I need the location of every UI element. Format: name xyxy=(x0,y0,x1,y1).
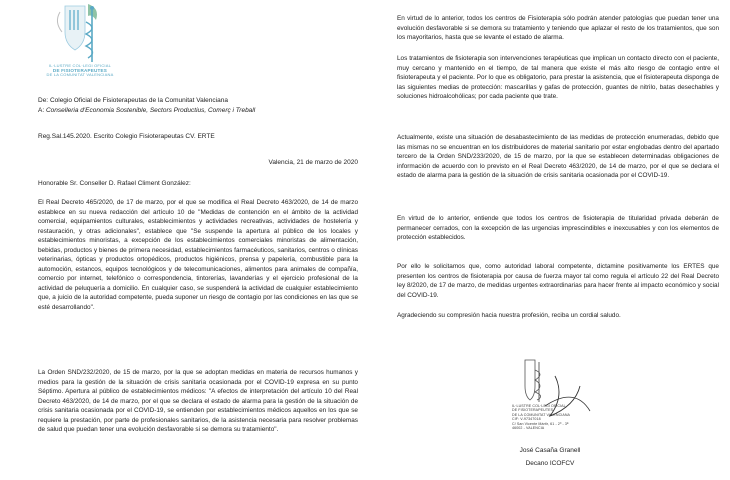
from-label: De: xyxy=(38,97,49,104)
stamp-text xyxy=(512,404,602,430)
logo-line-2: DE FISIOTERAPEUTES xyxy=(52,67,108,73)
logo-caption xyxy=(30,64,130,78)
to-value: Conselleria d'Economia Sostenible, Sectors Productius, Comerç i Treball xyxy=(45,107,256,114)
right-paragraph-2: Los tratamientos de fisioterapia son intervenciones terapéuticas que implican un contacto directo con el paciente, muy cercano y mantenido en el tiempo, de tal manera que existe el más alto riesgo de contagio entre el fisioterapeuta y el paciente. Por lo que es obligatorio, para prestar la asistencia, que el fisioterapeuta disponga de las siguientes medias de protección: mascarillas y gafas de protección, guantes de nitrilo, batas desechables y soluciones hidroalcohólicas; por cada paciente que trate. xyxy=(397,55,719,100)
logo-line-1: IL·LUSTRE COL·LEGI OFICIAL xyxy=(48,63,112,68)
stamp-line-6: 46002 - VALENCIA xyxy=(512,426,545,431)
logo-line-3: DE LA COMUNITAT VALENCIANA xyxy=(46,72,114,78)
right-paragraph-3: Actualmente, existe una situación de desabastecimiento de las medidas de protección enumeradas, debido que las mismas no se encuentran en los distribuidores de material sanitario por estar englobadas dentro del apartado tercero de la Orden SND/233/2020, de 15 de marzo, por la que se establecen determinadas obligaciones de información de acuerdo con lo previsto en el Real Decreto 463/2020, de 14 de marzo, por el que se declara el estado de alarma para la gestión de la situación de crisis sanitaria ocasionada por el COVID-19. xyxy=(397,134,719,179)
signature-title: Decano ICOFCV xyxy=(525,460,575,467)
stamp-line-5: C/ San Vicente Mártir, 61 - 2º - 3ª xyxy=(512,421,569,426)
to-label: A: xyxy=(38,107,45,114)
left-paragraph-2: La Orden SND/232/2020, de 15 de marzo, por la que se adoptan medidas en materia de recursos humanos y medios para la gestión de la situación de crisis sanitaria ocasionada por el COVID-19 expresa en su punto Séptimo. Apertura al público de establecimientos médicos: "A efectos de interpretación del artículo 10 del Real Decreto 463/2020, de 14 de marzo, por el que se declara el estado de alarma para la gestión de la situación de crisis sanitaria ocasionada por el COVID-19, se entienden por establecimientos médicos aquellos en los que se requiere la prestación, por parte de profesionales sanitarios, de la asistencia necesaria para resolver problemas de salud que puedan tener una evolución desfavorable si se demora su tratamiento". xyxy=(38,369,358,433)
right-paragraph-1: En virtud de lo anterior, todos los centros de Fisioterapia sólo podrán atender patologías que puedan tener una evolución desfavorable si se demora su tratamiento y teniendo que aplazar el resto de los tratamientos, que son los mayoritarios, hasta que se levante el estado de alarma. xyxy=(397,15,719,41)
right-paragraph-4: En virtud de lo anterior, entiende que todos los centros de fisioterapia de titularidad privada deberán de permanecer cerrados, con la excepción de las urgencias imprescindibles e inexcusables y con los elementos de protección establecidos. xyxy=(397,215,719,241)
right-paragraph-5: Por ello le solicitamos que, como autoridad laboral competente, dictamine positivamente los ERTES que presenten los centros de fisioterapia por causa de fuerza mayor tal como regula el artículo 22 del Real Decreto ley 8/2020, de 17 de marzo, de medidas urgentes extraordinarias para hacer frente al impacto económico y social del COVID-19. xyxy=(397,263,719,299)
stamp-line-2: DE FISIOTERAPEUTES xyxy=(512,408,554,413)
right-paragraph-6: Agradeciendo su compresión hacia nuestra profesión, reciba un cordial saludo. xyxy=(397,312,621,319)
stamp-line-4: CIF: V-97347018 xyxy=(512,417,541,422)
stamp-line-3: DE LA COMUNITAT VALENCIANA xyxy=(512,412,571,417)
stamp-line-1: IL·LUSTRE COL·LEGI OFICIAL xyxy=(512,404,566,408)
date-line: Valencia, 21 de marzo de 2020 xyxy=(268,159,358,166)
salutation: Honorable Sr. Conseller D. Rafael Climent González: xyxy=(38,180,191,187)
to-line xyxy=(38,106,358,115)
left-paragraph-1: El Real Decreto 465/2020, de 17 de marzo, por el que se modifica el Real Decreto 463/2020, de 14 de marzo establece en su nueva redacción del artículo 10 de "Medidas de contención en el ámbito de la actividad comercial, equipamientos culturales, establecimientos y actividades recreativas, actividades de hostelería y restauración, y otras adicionales", establece que "Se suspende la apertura al público de los locales y establecimientos minoristas, a excepción de los establecimientos comerciales minoristas de alimentación, bebidas, productos y bienes de primera necesidad, establecimientos farmacéuticos, sanitarios, centros o clínicas veterinarias, ópticas y productos ortopédicos, productos higiénicos, prensa y papelería, combustible para la automoción, estancos, equipos tecnológicos y de telecomunicaciones, alimentos para animales de compañía, comercio por internet, telefónico o correspondencia, tintorerías, lavanderías y el ejercicio profesional de la actividad de peluquería a domicilio. En cualquier caso, se suspenderá la actividad de cualquier establecimiento que, a juicio de la autoridad competente, pueda suponer un riesgo de contagio por las condiciones en las que se esté desarrollando". xyxy=(38,199,358,311)
from-line xyxy=(38,96,358,105)
signature-name: José Casaña Granell xyxy=(519,447,581,454)
registry-line: Reg.Sal.145.2020. Escrito Colegio Fisioterapeutas CV. ERTE xyxy=(38,133,215,140)
from-value: Colegio Oficial de Fisioterapeutas de la Comunitat Valenciana xyxy=(49,97,228,104)
